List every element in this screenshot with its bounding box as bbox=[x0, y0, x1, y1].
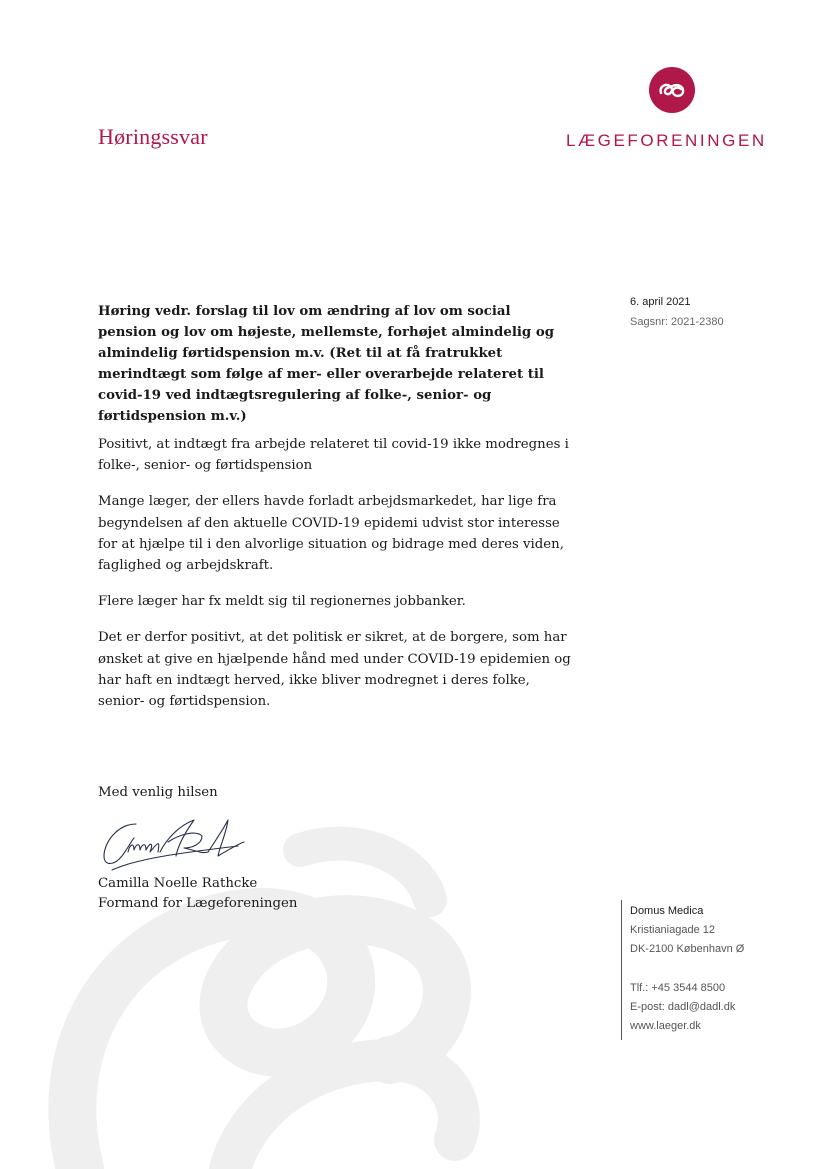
document-type-title: Høringssvar bbox=[98, 124, 208, 149]
logo-wordmark: LÆGEFORENINGEN bbox=[566, 131, 767, 150]
contact-website[interactable]: www.laeger.dk bbox=[630, 1020, 701, 1032]
body-paragraph: Mange læger, der ellers havde forladt arbejdsmarkedet, har lige fra begyndelsen af den aktuelle COVID-19 epidemi udvist stor interesse for at hjælpe til i den alvorlige situation og bidrage med deres viden, faglighed og arbejdskraft. bbox=[98, 494, 564, 574]
body-paragraph: Det er derfor positivt, at det politisk er sikret, at de borgere, som har ønsket at give en hjælpende hånd med under COVID-19 epidemien og har haft en indtægt herved, ikke bliver modregnet i deres folke, senior- og førtidspension. bbox=[98, 630, 571, 710]
signer-name: Camilla Noelle Rathcke bbox=[98, 876, 258, 891]
case-number: Sagsnr: 2021-2380 bbox=[630, 316, 724, 328]
letter-date: 6. april 2021 bbox=[630, 296, 691, 308]
signer-role: Formand for Lægeforeningen bbox=[98, 896, 298, 911]
contact-phone[interactable]: Tlf.: +45 3544 8500 bbox=[630, 982, 726, 994]
handwritten-signature bbox=[98, 812, 248, 874]
letter-body bbox=[98, 434, 578, 727]
contact-spacer bbox=[630, 959, 744, 979]
contact-city: DK-2100 København Ø bbox=[630, 943, 745, 955]
contact-block bbox=[630, 902, 744, 1036]
laegeforeningen-logo-icon bbox=[649, 67, 695, 113]
contact-divider bbox=[621, 900, 622, 1040]
letter-subject: Høring vedr. forslag til lov om ændring af lov om social pension og lov om højeste, mellemste, forhøjet almindelig og almindelig førtidspension m.v. (Ret til at få fratrukket merindtægt som følge af mer- eller overarbejde relateret til covid-19 ved indtægtsregulering af folke-, senior- og førtidspension m.v.) bbox=[98, 304, 555, 424]
body-paragraph: Flere læger har fx meldt sig til regionernes jobbanker. bbox=[98, 594, 466, 610]
contact-organization: Domus Medica bbox=[630, 905, 704, 917]
contact-street: Kristianiagade 12 bbox=[630, 924, 716, 936]
closing-salutation: Med venlig hilsen bbox=[98, 785, 218, 800]
body-paragraph: Positivt, at indtægt fra arbejde relateret til covid-19 ikke modregnes i folke-, senior- og førtidspension bbox=[98, 437, 569, 474]
contact-email[interactable]: E-post: dadl@dadl.dk bbox=[630, 1001, 736, 1013]
